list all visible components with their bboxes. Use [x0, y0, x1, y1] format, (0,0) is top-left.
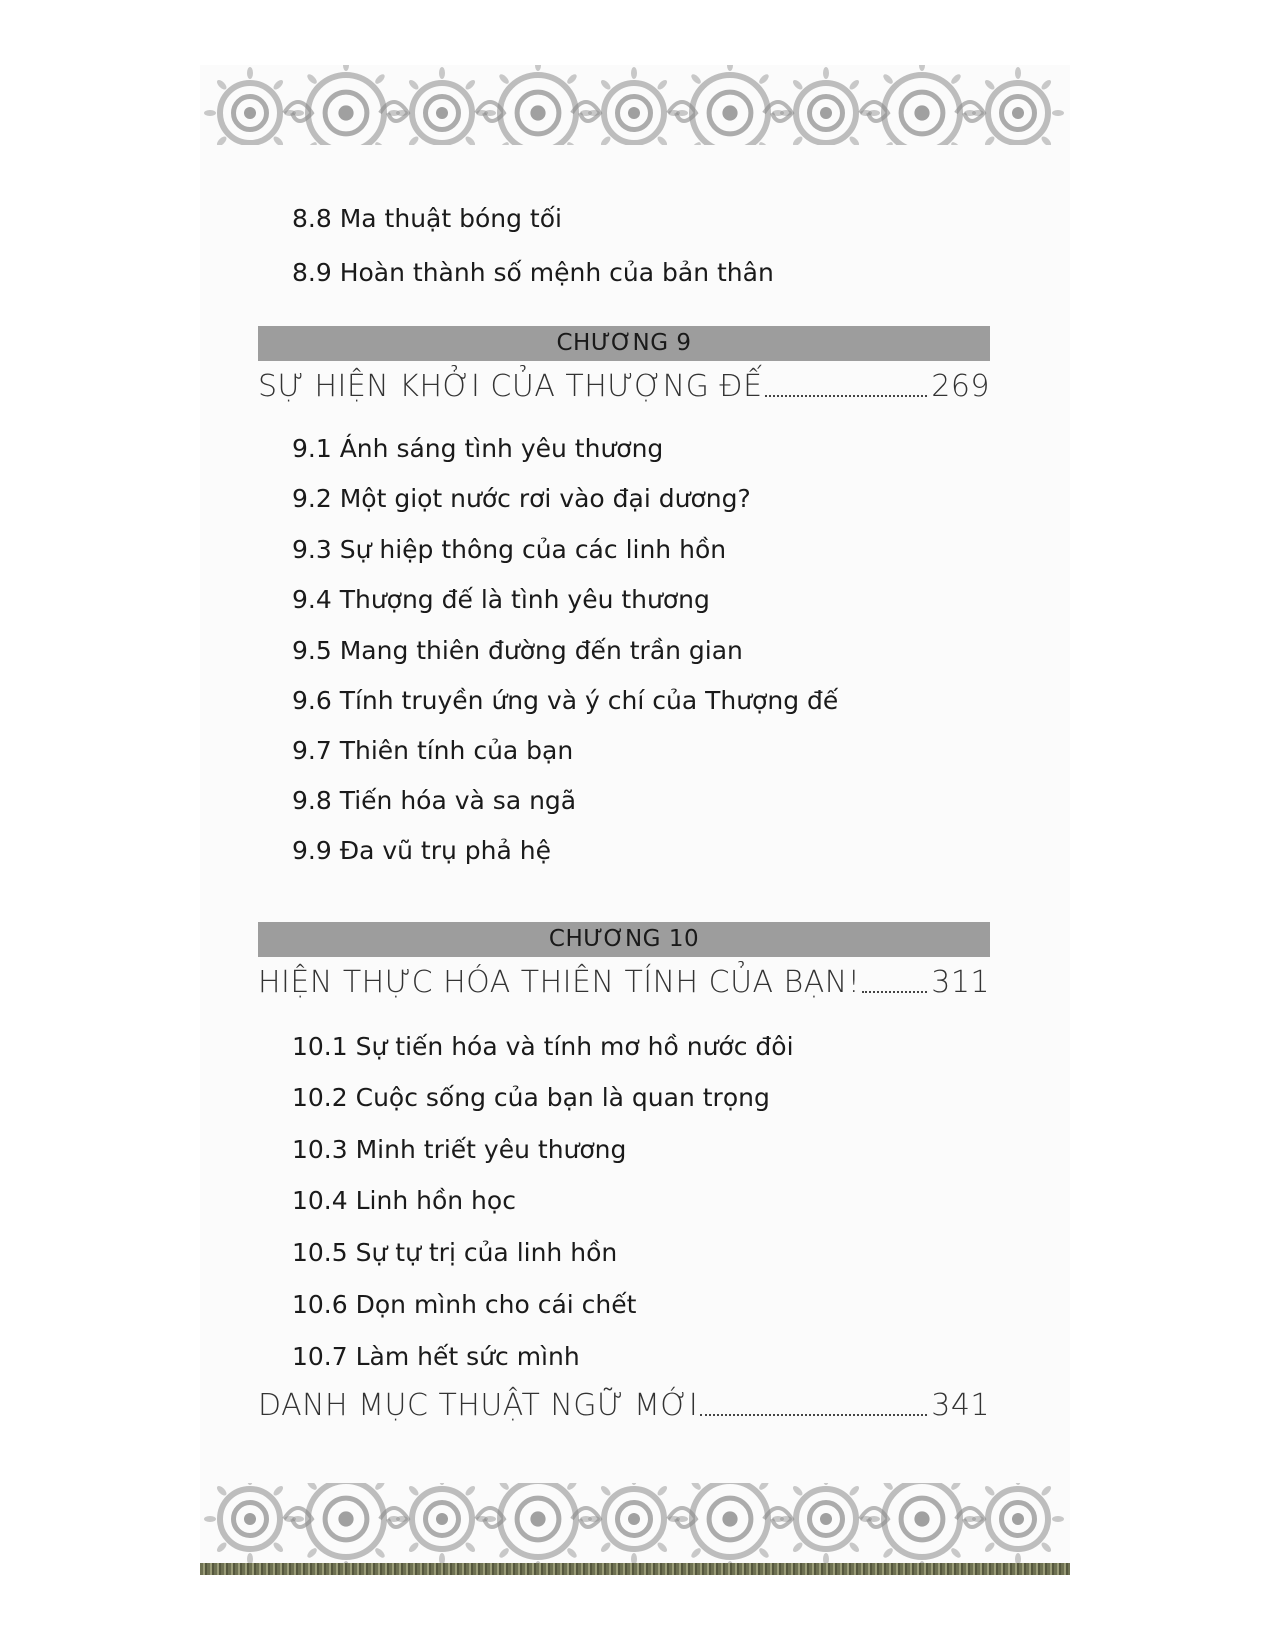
- ornament-shape: [656, 135, 669, 145]
- ornament-shape: [566, 1483, 579, 1491]
- ornament-shape: [882, 1547, 895, 1560]
- toc-item-10-4: 10.4 Linh hồn học: [292, 1186, 516, 1215]
- toc-item-10-6: 10.6 Dọn mình cho cái chết: [292, 1290, 637, 1319]
- ornament-shape: [599, 1484, 612, 1497]
- toc-item-9-3: 9.3 Sự hiệp thông của các linh hồn: [292, 535, 727, 564]
- ornament-shape: [848, 1541, 861, 1554]
- ornament-shape: [338, 1511, 353, 1526]
- ornament-shape: [464, 1541, 477, 1554]
- ornament-shape: [656, 78, 669, 91]
- ornament-shape: [914, 1511, 929, 1526]
- ornament-shape: [215, 1484, 228, 1497]
- glossary-page-number: 341: [931, 1388, 990, 1423]
- ornament-shape: [244, 107, 256, 119]
- chapter-9-bar: CHƯƠNG 9: [258, 326, 990, 361]
- ornament-shape: [656, 1484, 669, 1497]
- ornament-shape: [983, 1541, 996, 1554]
- ornament-shape: [690, 73, 703, 86]
- ornament-shape: [306, 1547, 319, 1560]
- bookmark-fringe: [200, 1563, 1070, 1575]
- ornament-shape: [1015, 1483, 1021, 1485]
- ornament-shape: [599, 135, 612, 145]
- ornament-shape: [722, 105, 737, 120]
- dot-leader: [862, 991, 927, 993]
- ornament-shape: [407, 1484, 420, 1497]
- ornament-shape: [566, 73, 579, 86]
- ornament-shape: [1040, 1541, 1053, 1554]
- ornament-shape: [820, 1513, 832, 1525]
- ornament-shape: [628, 1513, 640, 1525]
- ornament-shape: [919, 65, 925, 71]
- ornament-shape: [950, 1483, 963, 1491]
- top-ornament-band: [200, 65, 1070, 145]
- ornament-shape: [848, 135, 861, 145]
- ornament-shape: [1052, 1516, 1064, 1522]
- ornament-shape: [215, 78, 228, 91]
- glossary-heading: [258, 1383, 990, 1423]
- ornament-shape: [464, 78, 477, 91]
- ornament-shape: [631, 67, 637, 79]
- chapter-9-title: SỰ HIỆN KHỞI CỦA THƯỢNG ĐẾ: [258, 369, 763, 404]
- glossary-title: DANH MỤC THUẬT NGỮ MỚI: [258, 1388, 699, 1423]
- toc-item-8-9: 8.9 Hoàn thành số mệnh của bản thân: [292, 258, 774, 287]
- ornament-shape: [599, 1541, 612, 1554]
- chapter-9-page-number: 269: [931, 369, 990, 404]
- ornament-shape: [599, 78, 612, 91]
- toc-item-9-1: 9.1 Ánh sáng tình yêu thương: [292, 434, 664, 463]
- ornament-shape: [374, 1547, 387, 1560]
- toc-item-10-5: 10.5 Sự tự trị của linh hồn: [292, 1238, 618, 1267]
- ornament-shape: [306, 73, 319, 86]
- ornament-shape: [628, 107, 640, 119]
- ornament-shape: [407, 78, 420, 91]
- ornament-shape: [566, 1547, 579, 1560]
- toc-item-8-8: 8.8 Ma thuật bóng tối: [292, 204, 562, 233]
- ornament-shape: [272, 78, 285, 91]
- ornament-shape: [1052, 110, 1064, 116]
- ornament-shape: [1040, 135, 1053, 145]
- ornament-shape: [1015, 67, 1021, 79]
- ornament-shape: [530, 105, 545, 120]
- dot-leader: [700, 1414, 927, 1416]
- ornament-shape: [535, 65, 541, 71]
- ornament-shape: [758, 73, 771, 86]
- chapter-10-heading: [258, 960, 990, 1000]
- ornament-shape: [656, 1541, 669, 1554]
- ornament-shape: [823, 67, 829, 79]
- ornament-shape: [690, 1547, 703, 1560]
- toc-item-9-9: 9.9 Đa vũ trụ phả hệ: [292, 836, 552, 865]
- mandala-ornament-top: [200, 65, 1070, 145]
- ornament-shape: [215, 135, 228, 145]
- ornament-shape: [247, 1483, 253, 1485]
- chapter-10-bar: CHƯƠNG 10: [258, 922, 990, 957]
- ornament-shape: [498, 73, 511, 86]
- ornament-shape: [204, 1516, 216, 1522]
- ornament-shape: [215, 1541, 228, 1554]
- ornament-shape: [791, 1541, 804, 1554]
- ornament-shape: [439, 1483, 445, 1485]
- ornament-shape: [791, 78, 804, 91]
- ornament-shape: [464, 1484, 477, 1497]
- ornament-shape: [882, 1483, 895, 1491]
- bottom-ornament-band: [200, 1483, 1070, 1575]
- chapter-10-page-number: 311: [931, 965, 990, 1000]
- ornament-shape: [464, 135, 477, 145]
- toc-item-10-2: 10.2 Cuộc sống của bạn là quan trọng: [292, 1083, 770, 1112]
- toc-item-9-7: 9.7 Thiên tính của bạn: [292, 736, 574, 765]
- toc-item-10-1: 10.1 Sự tiến hóa và tính mơ hồ nước đôi: [292, 1032, 794, 1061]
- ornament-shape: [436, 107, 448, 119]
- ornament-shape: [1012, 107, 1024, 119]
- ornament-shape: [204, 110, 216, 116]
- ornament-shape: [407, 135, 420, 145]
- ornament-shape: [631, 1483, 637, 1485]
- ornament-shape: [272, 1484, 285, 1497]
- chapter-9-heading: [258, 364, 990, 404]
- toc-item-9-2: 9.2 Một giọt nước rơi vào đại dương?: [292, 484, 751, 513]
- ornament-shape: [374, 1483, 387, 1491]
- ornament-shape: [758, 1547, 771, 1560]
- ornament-shape: [848, 78, 861, 91]
- ornament-shape: [247, 67, 253, 79]
- dot-leader: [765, 395, 928, 397]
- ornament-shape: [306, 1483, 319, 1491]
- ornament-shape: [1040, 78, 1053, 91]
- ornament-shape: [690, 1483, 703, 1491]
- chapter-10-title: HIỆN THỰC HÓA THIÊN TÍNH CỦA BẠN!: [258, 965, 861, 1000]
- ornament-shape: [823, 1483, 829, 1485]
- ornament-shape: [983, 78, 996, 91]
- ornament-shape: [758, 1483, 771, 1491]
- ornament-shape: [722, 1511, 737, 1526]
- ornament-shape: [950, 1547, 963, 1560]
- ornament-shape: [727, 65, 733, 71]
- ornament-shape: [882, 73, 895, 86]
- toc-item-10-7: 10.7 Làm hết sức mình: [292, 1342, 580, 1371]
- ornament-shape: [498, 1547, 511, 1560]
- ornament-shape: [436, 1513, 448, 1525]
- mandala-ornament-bottom: [200, 1483, 1070, 1575]
- toc-item-9-8: 9.8 Tiến hóa và sa ngã: [292, 786, 577, 815]
- toc-item-9-5: 9.5 Mang thiên đường đến trần gian: [292, 636, 743, 665]
- ornament-shape: [791, 1484, 804, 1497]
- ornament-shape: [791, 135, 804, 145]
- ornament-shape: [272, 135, 285, 145]
- ornament-shape: [820, 107, 832, 119]
- ornament-shape: [848, 1484, 861, 1497]
- ornament-shape: [983, 1484, 996, 1497]
- ornament-shape: [983, 135, 996, 145]
- ornament-shape: [1040, 1484, 1053, 1497]
- ornament-shape: [407, 1541, 420, 1554]
- ornament-shape: [272, 1541, 285, 1554]
- ornament-shape: [439, 67, 445, 79]
- ornament-shape: [244, 1513, 256, 1525]
- toc-item-9-4: 9.4 Thượng đế là tình yêu thương: [292, 585, 710, 614]
- ornament-shape: [1012, 1513, 1024, 1525]
- ornament-shape: [530, 1511, 545, 1526]
- ornament-shape: [914, 105, 929, 120]
- ornament-shape: [338, 105, 353, 120]
- ornament-shape: [950, 73, 963, 86]
- ornament-shape: [374, 73, 387, 86]
- ornament-shape: [343, 65, 349, 71]
- ornament-shape: [498, 1483, 511, 1491]
- toc-item-9-6: 9.6 Tính truyền ứng và ý chí của Thượng đế: [292, 686, 839, 715]
- toc-item-10-3: 10.3 Minh triết yêu thương: [292, 1135, 627, 1164]
